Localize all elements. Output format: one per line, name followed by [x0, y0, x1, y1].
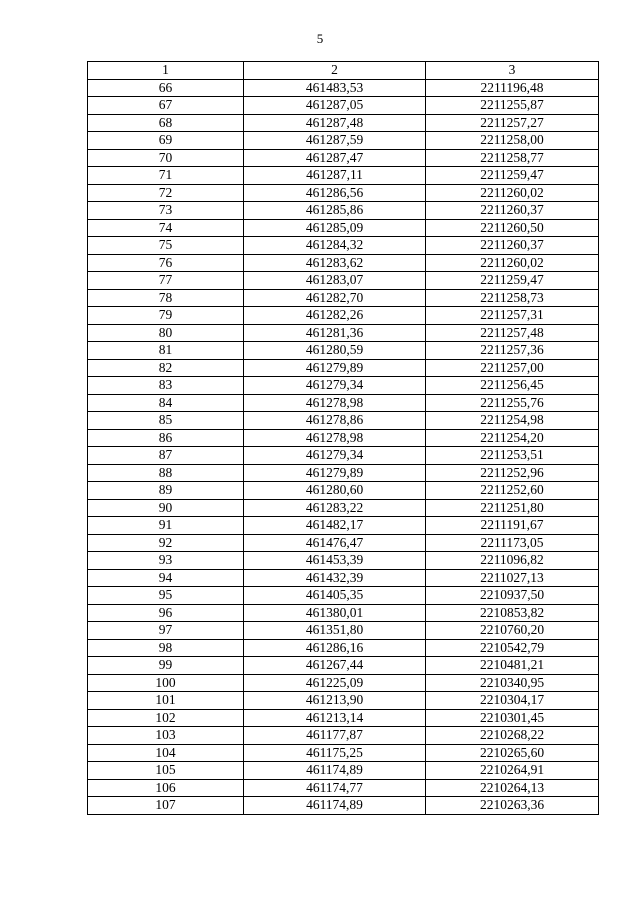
- table-cell: 2210264,13: [426, 779, 599, 797]
- table-cell: 2211259,47: [426, 272, 599, 290]
- table-cell: 2211252,96: [426, 464, 599, 482]
- table-row: [88, 114, 599, 132]
- table-row: [88, 674, 599, 692]
- table-cell: 461280,60: [244, 482, 426, 500]
- table-cell: 82: [88, 359, 244, 377]
- table-cell: 2211260,37: [426, 202, 599, 220]
- table-cell: 2211253,51: [426, 447, 599, 465]
- table-row: [88, 184, 599, 202]
- table-cell: 2211255,76: [426, 394, 599, 412]
- table-cell: 88: [88, 464, 244, 482]
- table-cell: 75: [88, 237, 244, 255]
- table-cell: 461283,22: [244, 499, 426, 517]
- table-cell: 461279,34: [244, 447, 426, 465]
- table-cell: 100: [88, 674, 244, 692]
- table-cell: 2211258,77: [426, 149, 599, 167]
- table-cell: 2210481,21: [426, 657, 599, 675]
- table-cell: 2211173,05: [426, 534, 599, 552]
- table-cell: 2211027,13: [426, 569, 599, 587]
- table-cell: 461453,39: [244, 552, 426, 570]
- table-cell: 461280,59: [244, 342, 426, 360]
- table-cell: 69: [88, 132, 244, 150]
- table-cell: 461285,09: [244, 219, 426, 237]
- table-cell: 461267,44: [244, 657, 426, 675]
- table-cell: 461282,70: [244, 289, 426, 307]
- table-cell: 461351,80: [244, 622, 426, 640]
- table-cell: 2211258,73: [426, 289, 599, 307]
- table-row: [88, 202, 599, 220]
- column-header: 3: [426, 62, 599, 80]
- table-row: [88, 569, 599, 587]
- table-cell: 461287,11: [244, 167, 426, 185]
- table-cell: 106: [88, 779, 244, 797]
- table-cell: 2211251,80: [426, 499, 599, 517]
- table-cell: 2211096,82: [426, 552, 599, 570]
- table-cell: 2210542,79: [426, 639, 599, 657]
- table-cell: 461278,98: [244, 429, 426, 447]
- table-row: [88, 709, 599, 727]
- table-row: [88, 132, 599, 150]
- table-cell: 77: [88, 272, 244, 290]
- column-header: 1: [88, 62, 244, 80]
- table-cell: 461213,14: [244, 709, 426, 727]
- table-row: [88, 149, 599, 167]
- table-cell: 461286,16: [244, 639, 426, 657]
- table-row: [88, 289, 599, 307]
- table-cell: 79: [88, 307, 244, 325]
- table-cell: 93: [88, 552, 244, 570]
- table-cell: 2211257,31: [426, 307, 599, 325]
- table-cell: 461177,87: [244, 727, 426, 745]
- table-cell: 461175,25: [244, 744, 426, 762]
- table-cell: 2211254,98: [426, 412, 599, 430]
- coordinates-table: [87, 61, 599, 815]
- table-row: [88, 412, 599, 430]
- table-cell: 98: [88, 639, 244, 657]
- table-cell: 461174,89: [244, 797, 426, 815]
- table-row: [88, 587, 599, 605]
- table-header-row: [88, 62, 599, 80]
- table-row: [88, 307, 599, 325]
- table-cell: 99: [88, 657, 244, 675]
- table-cell: 89: [88, 482, 244, 500]
- table-cell: 96: [88, 604, 244, 622]
- table-cell: 2210301,45: [426, 709, 599, 727]
- table-row: [88, 342, 599, 360]
- table-cell: 2211259,47: [426, 167, 599, 185]
- table-cell: 461174,89: [244, 762, 426, 780]
- table-cell: 78: [88, 289, 244, 307]
- table-cell: 461225,09: [244, 674, 426, 692]
- table-row: [88, 272, 599, 290]
- table-cell: 94: [88, 569, 244, 587]
- table-cell: 66: [88, 79, 244, 97]
- table-cell: 90: [88, 499, 244, 517]
- table-cell: 2211260,37: [426, 237, 599, 255]
- table-row: [88, 552, 599, 570]
- table-cell: 2210263,36: [426, 797, 599, 815]
- table-row: [88, 517, 599, 535]
- table-cell: 2211257,36: [426, 342, 599, 360]
- table-cell: 2211257,48: [426, 324, 599, 342]
- table-cell: 105: [88, 762, 244, 780]
- table-cell: 461279,89: [244, 359, 426, 377]
- table-cell: 461287,05: [244, 97, 426, 115]
- table-cell: 73: [88, 202, 244, 220]
- table-row: [88, 762, 599, 780]
- table-cell: 104: [88, 744, 244, 762]
- table-row: [88, 482, 599, 500]
- table-cell: 2210340,95: [426, 674, 599, 692]
- table-cell: 2210304,17: [426, 692, 599, 710]
- table-cell: 76: [88, 254, 244, 272]
- table-row: [88, 237, 599, 255]
- table-cell: 67: [88, 97, 244, 115]
- table-cell: 68: [88, 114, 244, 132]
- table-cell: 81: [88, 342, 244, 360]
- table-cell: 2210264,91: [426, 762, 599, 780]
- table-cell: 87: [88, 447, 244, 465]
- table-cell: 461483,53: [244, 79, 426, 97]
- table-cell: 461281,36: [244, 324, 426, 342]
- table-cell: 461284,32: [244, 237, 426, 255]
- table-row: [88, 464, 599, 482]
- table-row: [88, 499, 599, 517]
- table-cell: 2211260,50: [426, 219, 599, 237]
- table-cell: 97: [88, 622, 244, 640]
- table-cell: 2211258,00: [426, 132, 599, 150]
- table-cell: 70: [88, 149, 244, 167]
- table-cell: 2211191,67: [426, 517, 599, 535]
- table-cell: 2211252,60: [426, 482, 599, 500]
- table-row: [88, 727, 599, 745]
- table-cell: 84: [88, 394, 244, 412]
- table-cell: 86: [88, 429, 244, 447]
- table-cell: 461282,26: [244, 307, 426, 325]
- table-cell: 461476,47: [244, 534, 426, 552]
- table-cell: 85: [88, 412, 244, 430]
- table-cell: 80: [88, 324, 244, 342]
- table-cell: 83: [88, 377, 244, 395]
- table-cell: 461279,34: [244, 377, 426, 395]
- table-cell: 102: [88, 709, 244, 727]
- table-row: [88, 254, 599, 272]
- table-row: [88, 429, 599, 447]
- table-cell: 461279,89: [244, 464, 426, 482]
- table-row: [88, 219, 599, 237]
- table-cell: 107: [88, 797, 244, 815]
- table-row: [88, 604, 599, 622]
- table-row: [88, 97, 599, 115]
- table-cell: 2211254,20: [426, 429, 599, 447]
- table-cell: 2211257,00: [426, 359, 599, 377]
- table-cell: 461283,07: [244, 272, 426, 290]
- table-row: [88, 394, 599, 412]
- table-cell: 2211256,45: [426, 377, 599, 395]
- table-cell: 2210853,82: [426, 604, 599, 622]
- table-row: [88, 639, 599, 657]
- table-body: [88, 79, 599, 814]
- table-cell: 461287,48: [244, 114, 426, 132]
- table-row: [88, 622, 599, 640]
- table-cell: 461283,62: [244, 254, 426, 272]
- table-cell: 92: [88, 534, 244, 552]
- table-cell: 2211260,02: [426, 184, 599, 202]
- table-cell: 461286,56: [244, 184, 426, 202]
- table-cell: 2210268,22: [426, 727, 599, 745]
- table-cell: 461482,17: [244, 517, 426, 535]
- table-row: [88, 447, 599, 465]
- table-row: [88, 797, 599, 815]
- table-cell: 2211260,02: [426, 254, 599, 272]
- table-row: [88, 779, 599, 797]
- table-cell: 461278,86: [244, 412, 426, 430]
- table-cell: 71: [88, 167, 244, 185]
- table-cell: 461287,47: [244, 149, 426, 167]
- table-cell: 2211255,87: [426, 97, 599, 115]
- table-row: [88, 359, 599, 377]
- table-cell: 461213,90: [244, 692, 426, 710]
- table-row: [88, 534, 599, 552]
- table-cell: 91: [88, 517, 244, 535]
- table-row: [88, 692, 599, 710]
- table-row: [88, 167, 599, 185]
- column-header: 2: [244, 62, 426, 80]
- table-cell: 95: [88, 587, 244, 605]
- table-cell: 2210760,20: [426, 622, 599, 640]
- table-cell: 461432,39: [244, 569, 426, 587]
- table-row: [88, 657, 599, 675]
- table-cell: 461380,01: [244, 604, 426, 622]
- table-cell: 461174,77: [244, 779, 426, 797]
- table-cell: 461405,35: [244, 587, 426, 605]
- table-cell: 101: [88, 692, 244, 710]
- table-cell: 2210265,60: [426, 744, 599, 762]
- table-cell: 2211196,48: [426, 79, 599, 97]
- table-cell: 461287,59: [244, 132, 426, 150]
- table-cell: 461278,98: [244, 394, 426, 412]
- table-cell: 72: [88, 184, 244, 202]
- table-cell: 103: [88, 727, 244, 745]
- table-cell: 2211257,27: [426, 114, 599, 132]
- table-row: [88, 744, 599, 762]
- page-number: 5: [316, 31, 324, 46]
- table-cell: 2210937,50: [426, 587, 599, 605]
- table-row: [88, 377, 599, 395]
- table-row: [88, 79, 599, 97]
- table-cell: 74: [88, 219, 244, 237]
- table-row: [88, 324, 599, 342]
- table-cell: 461285,86: [244, 202, 426, 220]
